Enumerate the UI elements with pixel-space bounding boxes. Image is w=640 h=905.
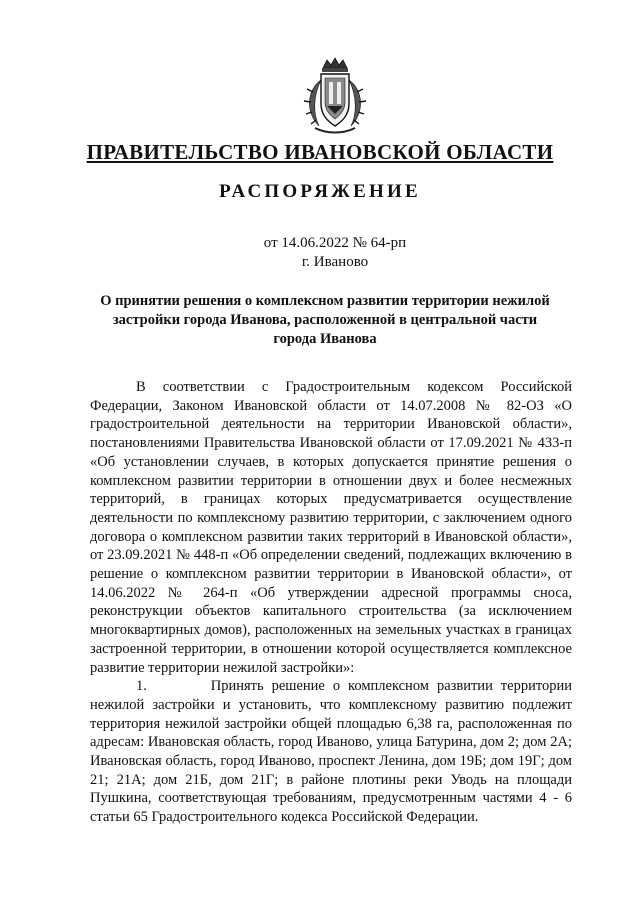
document-city: г. Иваново (301, 254, 369, 270)
document-date-number: от 14.06.2022 № 64-рп (263, 235, 407, 251)
preamble-paragraph: В соответствии с Градостроительным кодексом Российской Федерации, Законом Ивановской области от 14.07.2008 № 82-ОЗ «О градостроительной деятельности на территории Ивановской области», постановлениями Правительства Ивановской области от 17.09.2021 № 433-п «Об установлении случаев, в которых допускается принятие решения о комплексном развитии территории в отношении двух и более несмежных территорий, в границах которых предусматривается осуществление деятельности по комплексному развитию территории, с заключением одного договора о комплексном развитии таких территорий в Ивановской области», от 23.09.2021 № 448-п «Об определении сведений, подлежащих включению в решение о комплексном развитии территории в Ивановской области», от 14.06.2022 № 264-п «Об утверждении адресной программы сноса, реконструкции объектов капитального строительства (за исключением многоквартирных домов), расположенных на земельных участках в границах застроенной территории, в отношении которой осуществляется комплексное развитие территории нежилой застройки»: (90, 379, 572, 676)
item-1-number: 1. (136, 678, 147, 695)
item-1-text: Принять решение о комплексном развитии территории нежилой застройки и установить, что комплексному развитию подлежит территория нежилой застройки общей площадью 6,38 га, расположенная по адресам: Ивановская область, город Иваново, улица Батурина, дом 2; дом 2А; Ивановская область, город Иваново, проспект Ленина, дом 19Б; дом 19Г; дом 21; 21А; дом 21Б, дом 21Г; в районе плотины реки Уводь на площади Пушкина, соответствующая требованиям, предусмотренным частями 4 - 6 статьи 65 Градостроительного кодекса Российской Федерации. (90, 678, 573, 826)
document-type: РАСПОРЯЖЕНИЕ (219, 181, 421, 202)
coat-of-arms-icon (299, 56, 371, 136)
document-subject: О принятии решения о комплексном развитии территории нежилой застройки города Иванова, расположенной в центральной части города Иванова (100, 293, 550, 347)
government-title: ПРАВИТЕЛЬСТВО ИВАНОВСКОЙ ОБЛАСТИ (86, 140, 554, 164)
document-body (90, 378, 572, 827)
item-1-paragraph (90, 677, 572, 827)
